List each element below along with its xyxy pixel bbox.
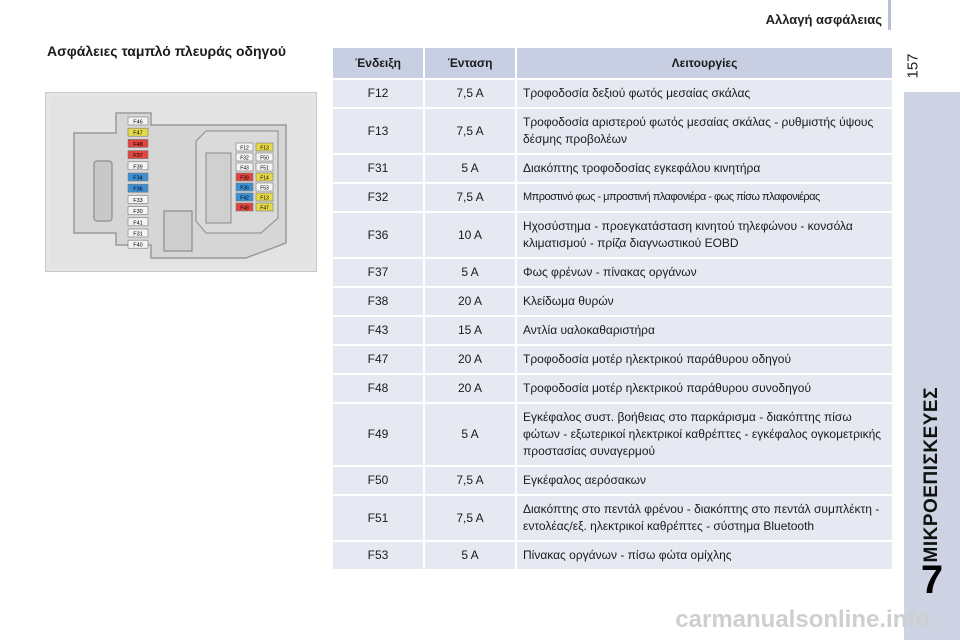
column-header-functions: Λειτουργίες (517, 48, 892, 78)
fuse-id-cell: F13 (333, 109, 425, 153)
diagram-fuse-label: F41 (133, 220, 143, 227)
diagram-fuse-label: F12 (240, 145, 249, 152)
diagram-fuse (256, 173, 273, 181)
diagram-fuse (256, 183, 273, 191)
fuse-amperage-cell: 5 A (425, 542, 517, 569)
diagram-fuse-label: F13 (260, 195, 269, 202)
diagram-fuse-label: F47 (133, 130, 143, 137)
diagram-fuse-label: F36 (240, 185, 249, 192)
chapter-side-tab-label (904, 92, 960, 562)
housing-slot (94, 161, 112, 221)
diagram-fuse (236, 153, 253, 161)
diagram-fuse-label: F39 (133, 164, 143, 171)
fuse-function-cell: Εγκέφαλος συστ. βοήθειας στο παρκάρισμα - διακόπτης πίσω φώτων - εξωτερικοί ηλεκτρικοί καθρέπτες - εγκέφαλος ογκομετρικής προστασίας συναγερμού (517, 404, 892, 465)
table-row (333, 375, 892, 402)
diagram-fuse (128, 218, 148, 227)
fuse-id-cell: F48 (333, 375, 425, 402)
fuse-amperage-cell: 5 A (425, 259, 517, 286)
fuse-amperage-cell: 7,5 A (425, 109, 517, 153)
chapter-title: ΜΙΚΡΟΕΠΙΣΚΕΥΕΣ (921, 386, 942, 562)
diagram-fuse-label: F33 (133, 197, 143, 204)
fuse-id-cell: F50 (333, 467, 425, 494)
diagram-fuse (256, 163, 273, 171)
diagram-fuse-label: F53 (260, 185, 269, 192)
diagram-fuse (236, 193, 253, 201)
diagram-fuse-label: F48 (240, 205, 249, 212)
page-header-title: Αλλαγή ασφάλειας (765, 12, 882, 27)
fuse-amperage-cell: 5 A (425, 155, 517, 182)
fuse-id-cell: F12 (333, 80, 425, 107)
diagram-fuse (128, 240, 148, 249)
diagram-fuse (256, 153, 273, 161)
fuse-id-cell: F53 (333, 542, 425, 569)
diagram-fuse (128, 117, 148, 126)
fuse-amperage-cell: 20 A (425, 288, 517, 315)
fuse-function-cell: Τροφοδοσία δεξιού φωτός μεσαίας σκάλας (517, 80, 892, 107)
page-number: 157 (904, 53, 922, 79)
diagram-fuse-label: F42 (240, 195, 249, 202)
fuse-id-cell: F51 (333, 496, 425, 540)
fuse-function-cell: Εγκέφαλος αερόσακων (517, 467, 892, 494)
diagram-fuse-label: F48 (133, 141, 143, 148)
header-divider (888, 0, 891, 30)
fuse-amperage-cell: 5 A (425, 404, 517, 465)
diagram-fuse-label: F13 (260, 145, 269, 152)
fuse-amperage-cell: 10 A (425, 213, 517, 257)
diagram-fuse-label: F50 (260, 155, 269, 162)
fuse-amperage-cell: 20 A (425, 375, 517, 402)
table-row (333, 467, 892, 494)
fuse-amperage-cell: 20 A (425, 346, 517, 373)
fuse-amperage-cell: 7,5 A (425, 184, 517, 211)
fuse-function-cell: Διακόπτης τροφοδοσίας εγκεφάλου κινητήρα (517, 155, 892, 182)
diagram-fuse (236, 183, 253, 191)
chapter-number: 7 (920, 558, 944, 602)
fuse-function-cell: Τροφοδοσία μοτέρ ηλεκτρικού παράθυρου συνοδηγού (517, 375, 892, 402)
diagram-fuse-label: F36 (133, 186, 143, 193)
diagram-fuse (236, 173, 253, 181)
diagram-fuse (128, 207, 148, 216)
diagram-fuse (128, 151, 148, 160)
diagram-fuse-label: F46 (133, 119, 143, 126)
table-row (333, 155, 892, 182)
diagram-fuse (128, 173, 148, 182)
fuse-function-cell: Τροφοδοσία αριστερού φωτός μεσαίας σκάλας - ρυθμιστής ύψους δέσμης προβολέων (517, 109, 892, 153)
fuse-function-cell: Τροφοδοσία μοτέρ ηλεκτρικού παράθυρου οδηγού (517, 346, 892, 373)
diagram-fuse-label: F37 (133, 153, 143, 160)
table-row (333, 109, 892, 153)
table-row (333, 542, 892, 569)
fuse-amperage-cell: 7,5 A (425, 496, 517, 540)
fuse-amperage-cell: 7,5 A (425, 80, 517, 107)
diagram-fuse-label: F14 (260, 175, 269, 182)
diagram-fuse-label: F34 (133, 175, 143, 182)
diagram-fuse (128, 229, 148, 238)
fuse-function-cell: Πίνακας οργάνων - πίσω φώτα ομίχλης (517, 542, 892, 569)
diagram-fuse (236, 163, 253, 171)
table-header-row (333, 48, 892, 78)
fuse-table (333, 46, 892, 571)
diagram-fuse-label: F40 (133, 242, 143, 249)
table-row (333, 184, 892, 211)
diagram-fuse (128, 195, 148, 204)
table-row (333, 80, 892, 107)
relay (164, 211, 192, 251)
diagram-fuse-label: F30 (133, 209, 143, 216)
fuse-function-cell: Κλείδωμα θυρών (517, 288, 892, 315)
diagram-fuse-label: F47 (260, 205, 269, 212)
diagram-fuse-label: F32 (240, 155, 249, 162)
fuse-id-cell: F31 (333, 155, 425, 182)
section-title: Ασφάλειες ταμπλό πλευράς οδηγού (47, 43, 287, 59)
diagram-fuse-label: F38 (240, 175, 249, 182)
fuse-function-cell: Διακόπτης στο πεντάλ φρένου - διακόπτης στο πεντάλ συμπλέκτη - εντολέας/εξ. ηλεκτρικοί καθρέπτες - σύστημα Bluetooth (517, 496, 892, 540)
watermark: carmanualsonline.info (675, 606, 930, 633)
diagram-fuse (256, 143, 273, 151)
diagram-fuse (236, 203, 253, 211)
table-row (333, 259, 892, 286)
diagram-fuse-label: F43 (240, 165, 249, 172)
column-header-id: Ένδειξη (333, 48, 425, 78)
diagram-fuse (128, 184, 148, 193)
fuse-id-cell: F49 (333, 404, 425, 465)
table-row (333, 404, 892, 465)
diagram-fuse (236, 143, 253, 151)
fuse-amperage-cell: 7,5 A (425, 467, 517, 494)
table-row (333, 213, 892, 257)
table-row (333, 288, 892, 315)
diagram-fuse (128, 128, 148, 137)
diagram-fuse (256, 203, 273, 211)
fuse-amperage-cell: 15 A (425, 317, 517, 344)
table-row (333, 496, 892, 540)
fuse-function-cell: Αντλία υαλοκαθαριστήρα (517, 317, 892, 344)
fuse-function-cell: Μπροστινό φως - μπροστινή πλαφονιέρα - φως πίσω πλαφονιέρας (517, 184, 892, 211)
fuse-id-cell: F38 (333, 288, 425, 315)
fuse-function-cell: Φως φρένων - πίνακας οργάνων (517, 259, 892, 286)
table-row (333, 346, 892, 373)
fuse-id-cell: F36 (333, 213, 425, 257)
column-header-amperage: Ένταση (425, 48, 517, 78)
fuse-id-cell: F32 (333, 184, 425, 211)
fuse-box-illustration (46, 93, 316, 271)
fuse-function-cell: Ηχοσύστημα - προεγκατάσταση κινητού τηλεφώνου - κονσόλα κλιματισμού - πρίζα διαγνωστικού EOBD (517, 213, 892, 257)
diagram-fuse-label: F31 (133, 231, 143, 238)
fuse-id-cell: F37 (333, 259, 425, 286)
diagram-fuse-label: F51 (260, 165, 269, 172)
fuse-box-diagram (45, 92, 317, 272)
fuse-id-cell: F47 (333, 346, 425, 373)
connector (206, 153, 231, 223)
table-row (333, 317, 892, 344)
fuse-id-cell: F43 (333, 317, 425, 344)
diagram-fuse (128, 162, 148, 171)
diagram-fuse (256, 193, 273, 201)
diagram-fuse (128, 139, 148, 148)
